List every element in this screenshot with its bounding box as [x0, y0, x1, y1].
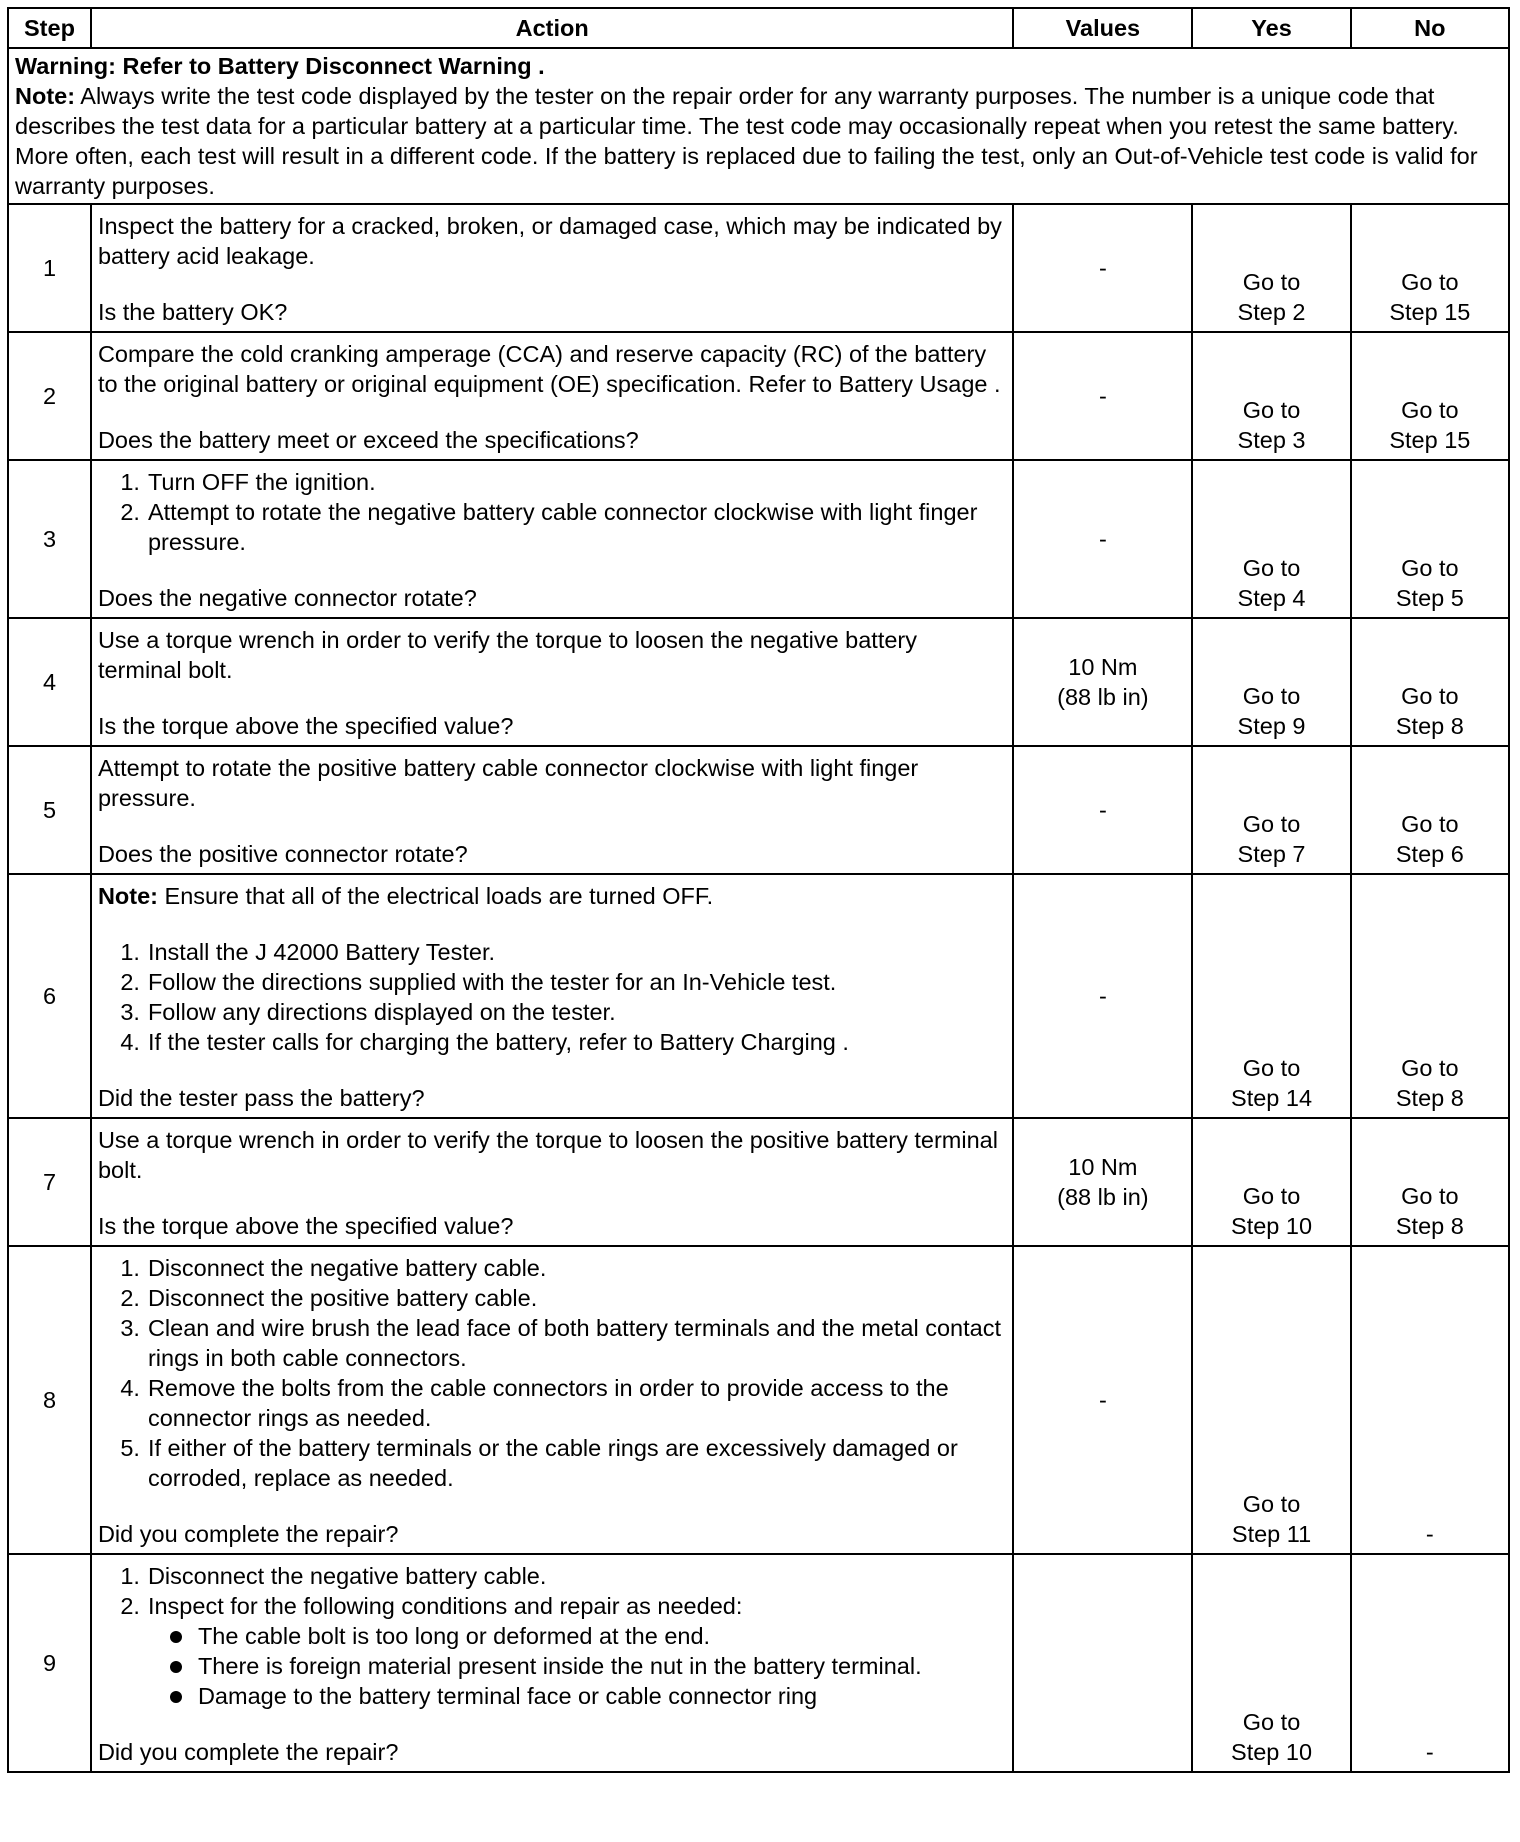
table-row: [8, 460, 1509, 618]
values-cell: -: [1013, 1246, 1192, 1554]
action-question: Did you complete the repair?: [97, 1521, 399, 1547]
list-number: 4.: [120, 1029, 140, 1055]
header-step: Step: [8, 8, 91, 48]
list-number: 2.: [120, 1593, 140, 1619]
list-item: [98, 467, 1006, 497]
list-item-text: Disconnect the negative battery cable.: [147, 1563, 547, 1589]
list-item-text: If the tester calls for charging the battery, refer to Battery Charging .: [147, 1029, 849, 1055]
sub-list-item: [98, 1651, 1006, 1681]
note-text: Always write the test code displayed by the tester on the repair order for any warranty purposes. The number is a unique code that describes the test data for a particular battery at a particular time. The test code may occasionally repeat when you retest the same battery. More often, each test will result in a different code. If the battery is replaced due to failing the test, only an Out-of-Vehicle test code is valid for warranty purposes.: [15, 83, 1478, 199]
step-note-label: Note:: [97, 883, 158, 909]
sub-list: [98, 1621, 1006, 1711]
yes-cell: Go to Step 10: [1192, 1554, 1350, 1772]
list-item: [98, 997, 1006, 1027]
list-item: [98, 1283, 1006, 1313]
list-item: [98, 1591, 1006, 1621]
spacer: [98, 685, 1006, 711]
action-text: Use a torque wrench in order to verify the torque to loosen the negative battery terminal bolt.: [97, 627, 918, 683]
yes-cell: Go to Step 14: [1192, 874, 1350, 1118]
list-number: 2.: [120, 499, 140, 525]
note-label: Note:: [15, 83, 76, 109]
list-number: 1.: [120, 1563, 140, 1589]
values-cell: 10 Nm (88 lb in): [1013, 618, 1192, 746]
list-item: [98, 967, 1006, 997]
list-item: [98, 1433, 1006, 1493]
list-item-text: Disconnect the positive battery cable.: [147, 1285, 538, 1311]
list-number: 1.: [120, 1255, 140, 1281]
yes-cell: Go to Step 7: [1192, 746, 1350, 874]
action-question: Did the tester pass the battery?: [97, 1085, 425, 1111]
values-cell: -: [1013, 874, 1192, 1118]
list-item-text: Disconnect the negative battery cable.: [147, 1255, 547, 1281]
spacer: [98, 1493, 1006, 1519]
step-number: 1: [8, 204, 91, 332]
spacer: [98, 911, 1006, 937]
spacer: [98, 1185, 1006, 1211]
step-number: 8: [8, 1246, 91, 1554]
yes-cell: Go to Step 11: [1192, 1246, 1350, 1554]
list-item: [98, 1313, 1006, 1373]
note-paragraph: [15, 81, 1502, 201]
spacer: [98, 1711, 1006, 1737]
table-row: [8, 618, 1509, 746]
action-cell: [91, 874, 1013, 1118]
bullet-icon: [170, 1661, 182, 1673]
table-row: [8, 874, 1509, 1118]
action-question: Is the torque above the specified value?: [97, 1213, 514, 1239]
step-number: 9: [8, 1554, 91, 1772]
action-question: Does the positive connector rotate?: [97, 841, 468, 867]
list-item: [98, 1027, 1006, 1057]
action-cell: [91, 460, 1013, 618]
action-text: Use a torque wrench in order to verify the torque to loosen the positive battery terminal bolt.: [97, 1127, 998, 1183]
list-item-text: If either of the battery terminals or the cable rings are excessively damaged or corroded, replace as needed.: [147, 1435, 958, 1491]
spacer: [98, 1057, 1006, 1083]
step-number: 6: [8, 874, 91, 1118]
list-item-text: Follow the directions supplied with the tester for an In-Vehicle test.: [147, 969, 837, 995]
list-number: 2.: [120, 969, 140, 995]
list-number: 1.: [120, 469, 140, 495]
no-cell: Go to Step 8: [1351, 618, 1509, 746]
no-cell: Go to Step 6: [1351, 746, 1509, 874]
step-number: 3: [8, 460, 91, 618]
sub-list-item-text: There is foreign material present inside the nut in the battery terminal.: [197, 1653, 922, 1679]
action-cell: [91, 618, 1013, 746]
list-item: [98, 937, 1006, 967]
list-item-text: Turn OFF the ignition.: [147, 469, 376, 495]
step-number: 4: [8, 618, 91, 746]
action-cell: [91, 1118, 1013, 1246]
values-cell: -: [1013, 204, 1192, 332]
bullet-icon: [170, 1631, 182, 1643]
action-cell: [91, 746, 1013, 874]
list-item-text: Follow any directions displayed on the tester.: [147, 999, 616, 1025]
header-row: [8, 8, 1509, 48]
yes-cell: Go to Step 9: [1192, 618, 1350, 746]
header-action: Action: [91, 8, 1013, 48]
bullet-icon: [170, 1691, 182, 1703]
no-cell: -: [1351, 1246, 1509, 1554]
action-cell: [91, 204, 1013, 332]
sub-list-item: [98, 1681, 1006, 1711]
table-row: [8, 1118, 1509, 1246]
spacer: [98, 557, 1006, 583]
list-item-text: Install the J 42000 Battery Tester.: [147, 939, 496, 965]
warning-label: Warning:: [15, 53, 116, 79]
list-item: [98, 497, 1006, 557]
values-cell: 10 Nm (88 lb in): [1013, 1118, 1192, 1246]
action-list: [98, 1561, 1006, 1621]
values-cell: [1013, 1554, 1192, 1772]
values-cell: -: [1013, 746, 1192, 874]
warning-text: Refer to Battery Disconnect Warning .: [122, 53, 545, 79]
action-text: Attempt to rotate the positive battery cable connector clockwise with light finger pressure.: [97, 755, 919, 811]
table-row: [8, 1246, 1509, 1554]
diagnostic-table: [7, 7, 1510, 1773]
list-item-text: Attempt to rotate the negative battery cable connector clockwise with light finger pressure.: [147, 499, 978, 555]
action-list: [98, 937, 1006, 1057]
list-item: [98, 1561, 1006, 1591]
yes-cell: Go to Step 10: [1192, 1118, 1350, 1246]
spacer: [98, 271, 1006, 297]
action-question: Does the battery meet or exceed the specifications?: [97, 427, 639, 453]
table-row: [8, 1554, 1509, 1772]
yes-cell: Go to Step 3: [1192, 332, 1350, 460]
no-cell: Go to Step 15: [1351, 332, 1509, 460]
values-cell: -: [1013, 460, 1192, 618]
spacer: [98, 399, 1006, 425]
step-note: [98, 881, 1006, 911]
no-cell: Go to Step 8: [1351, 874, 1509, 1118]
header-values: Values: [1013, 8, 1192, 48]
action-question: Does the negative connector rotate?: [97, 585, 477, 611]
table-row: [8, 746, 1509, 874]
step-note-text: Ensure that all of the electrical loads are turned OFF.: [164, 883, 714, 909]
list-number: 3.: [120, 999, 140, 1025]
list-item: [98, 1373, 1006, 1433]
list-item-text: Remove the bolts from the cable connectors in order to provide access to the connector rings as needed.: [147, 1375, 949, 1431]
list-number: 4.: [120, 1375, 140, 1401]
spacer: [98, 813, 1006, 839]
no-cell: -: [1351, 1554, 1509, 1772]
list-item: [98, 1253, 1006, 1283]
action-question: Did you complete the repair?: [97, 1739, 399, 1765]
action-cell: [91, 1246, 1013, 1554]
step-number: 7: [8, 1118, 91, 1246]
action-text: Compare the cold cranking amperage (CCA) and reserve capacity (RC) of the battery to the original battery or original equipment (OE) specification. Refer to Battery Usage .: [97, 341, 1001, 397]
no-cell: Go to Step 15: [1351, 204, 1509, 332]
list-number: 1.: [120, 939, 140, 965]
notes-cell: [8, 48, 1509, 204]
sub-list-item-text: Damage to the battery terminal face or cable connector ring: [197, 1683, 818, 1709]
table-row: [8, 204, 1509, 332]
action-question: Is the torque above the specified value?: [97, 713, 514, 739]
header-yes: Yes: [1192, 8, 1350, 48]
action-list: [98, 1253, 1006, 1493]
step-number: 2: [8, 332, 91, 460]
action-question: Is the battery OK?: [97, 299, 288, 325]
action-cell: [91, 1554, 1013, 1772]
yes-cell: Go to Step 2: [1192, 204, 1350, 332]
notes-row: [8, 48, 1509, 204]
list-number: 5.: [120, 1435, 140, 1461]
sub-list-item: [98, 1621, 1006, 1651]
action-cell: [91, 332, 1013, 460]
warning-line: [15, 51, 1502, 81]
yes-cell: Go to Step 4: [1192, 460, 1350, 618]
action-list: [98, 467, 1006, 557]
action-text: Inspect the battery for a cracked, broken, or damaged case, which may be indicated by battery acid leakage.: [97, 213, 1002, 269]
sub-list-item-text: The cable bolt is too long or deformed at the end.: [197, 1623, 711, 1649]
list-number: 2.: [120, 1285, 140, 1311]
list-item-text: Clean and wire brush the lead face of both battery terminals and the metal contact rings in both cable connectors.: [147, 1315, 1001, 1371]
step-number: 5: [8, 746, 91, 874]
no-cell: Go to Step 8: [1351, 1118, 1509, 1246]
list-number: 3.: [120, 1315, 140, 1341]
table-row: [8, 332, 1509, 460]
no-cell: Go to Step 5: [1351, 460, 1509, 618]
values-cell: -: [1013, 332, 1192, 460]
header-no: No: [1351, 8, 1509, 48]
list-item-text: Inspect for the following conditions and repair as needed:: [147, 1593, 743, 1619]
